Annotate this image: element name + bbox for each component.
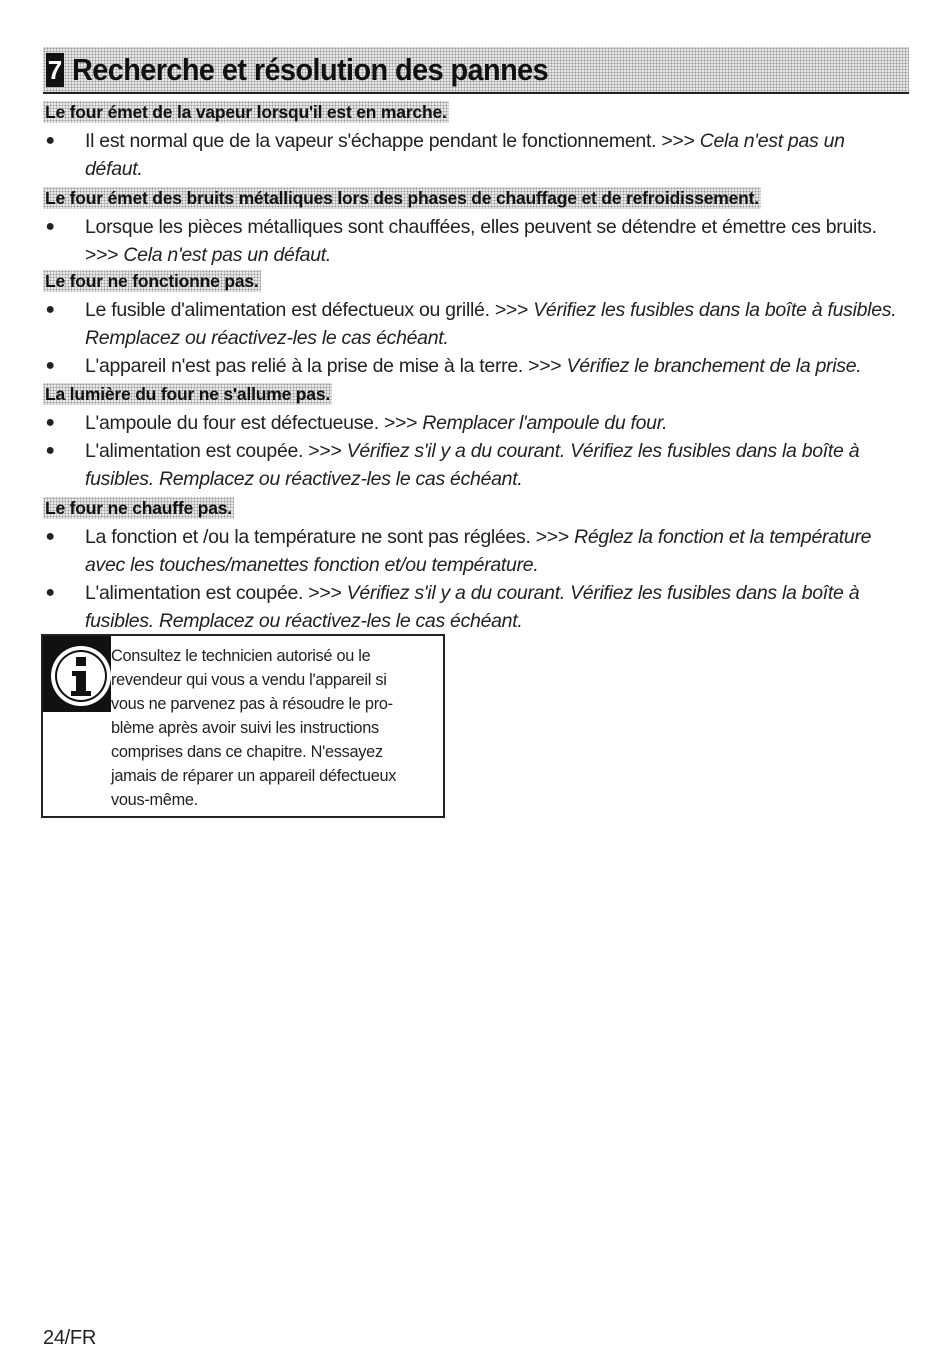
problem-heading: La lumière du four ne s'allume pas. <box>45 384 331 404</box>
solution-list <box>43 127 903 183</box>
section-header <box>43 47 909 94</box>
list-item <box>43 579 903 635</box>
solution-list <box>43 409 903 493</box>
problem-section <box>43 383 903 493</box>
list-item <box>43 127 903 183</box>
problem-section <box>43 497 903 635</box>
list-item <box>43 409 903 437</box>
solution-list <box>43 296 903 380</box>
list-item <box>43 352 903 380</box>
problem-heading: Le four émet des bruits métalliques lors des phases de chauffage et de refroidissement. <box>45 188 759 208</box>
arrow-text: >>> <box>85 244 119 266</box>
problem-section <box>43 187 903 269</box>
cause-text: Le fusible d'alimentation est défectueux ou grillé. <box>85 299 490 321</box>
arrow-text: >>> <box>535 526 569 548</box>
info-icon <box>43 636 111 712</box>
bullet-icon: ● <box>45 442 55 459</box>
cause-text: La fonction et /ou la température ne sont pas réglées. <box>85 526 531 548</box>
arrow-text: >>> <box>383 412 418 434</box>
solution-list <box>43 523 903 635</box>
problem-heading: Le four émet de la vapeur lorsqu'il est en marche. <box>45 102 447 122</box>
info-note-text <box>111 644 418 812</box>
page-number: 24/FR <box>43 1327 96 1349</box>
remedy-text: Vérifiez les fusibles dans la boîte à fusibles. Remplacez ou réactivez-les le cas échéant. <box>85 299 897 349</box>
info-note-box <box>41 634 445 818</box>
chapter-number: 7 <box>47 54 63 85</box>
list-item <box>43 213 903 269</box>
remedy-text: Vérifiez s'il y a du courant. Vérifiez les fusibles dans la boîte à fusibles. Remplacez ou réactivez-les le cas échéant. <box>85 582 860 632</box>
arrow-text: >>> <box>528 355 562 377</box>
problem-section <box>43 270 903 380</box>
bullet-icon: ● <box>45 584 55 601</box>
info-line: vous ne parvenez pas à résoudre le pro- <box>111 694 393 713</box>
bullet-icon: ● <box>45 528 55 545</box>
arrow-text: >>> <box>308 582 342 604</box>
remedy-text: Cela n'est pas un défaut. <box>85 130 845 180</box>
remedy-text: Vérifiez le branchement de la prise. <box>566 355 862 377</box>
arrow-text: >>> <box>308 440 342 462</box>
remedy-text: Remplacer l'ampoule du four. <box>422 412 668 434</box>
bullet-icon: ● <box>45 357 55 374</box>
cause-text: L'alimentation est coupée. <box>85 582 304 604</box>
cause-text: L'alimentation est coupée. <box>85 440 304 462</box>
remedy-text: Réglez la fonction et la température avec les touches/manettes fonction et/ou température. <box>85 526 872 576</box>
bullet-icon: ● <box>45 301 55 318</box>
list-item <box>43 437 903 493</box>
problem-heading: Le four ne chauffe pas. <box>45 498 232 518</box>
bullet-icon: ● <box>45 132 55 149</box>
info-line: blème après avoir suivi les instructions <box>111 718 379 737</box>
problem-heading: Le four ne fonctionne pas. <box>45 271 259 291</box>
problem-section <box>43 101 903 183</box>
cause-text: L'ampoule du four est défectueuse. <box>85 412 379 434</box>
info-line: vous-même. <box>111 790 198 809</box>
info-line: jamais de réparer un appareil défectueux <box>111 766 397 785</box>
remedy-text: Vérifiez s'il y a du courant. Vérifiez les fusibles dans la boîte à fusibles. Remplacez ou réactivez-les le cas échéant. <box>85 440 860 490</box>
solution-list <box>43 213 903 269</box>
arrow-text: >>> <box>661 130 695 152</box>
info-line: comprises dans ce chapitre. N'essayez <box>111 742 383 761</box>
section-title: Recherche et résolution des pannes <box>72 51 549 87</box>
cause-text: Il est normal que de la vapeur s'échappe pendant le fonctionnement. <box>85 130 657 152</box>
info-line: revendeur qui vous a vendu l'appareil si <box>111 670 387 689</box>
list-item <box>43 523 903 579</box>
arrow-text: >>> <box>494 299 529 321</box>
remedy-text: Cela n'est pas un défaut. <box>123 244 332 266</box>
cause-text: L'appareil n'est pas relié à la prise de mise à la terre. <box>85 355 523 377</box>
cause-text: Lorsque les pièces métalliques sont chauffées, elles peuvent se détendre et émettre ces bruits. <box>85 216 877 238</box>
bullet-icon: ● <box>45 414 55 431</box>
list-item <box>43 296 903 352</box>
info-line: Consultez le technicien autorisé ou le <box>111 646 371 665</box>
info-icon-graphic <box>43 636 111 712</box>
bullet-icon: ● <box>45 218 55 235</box>
